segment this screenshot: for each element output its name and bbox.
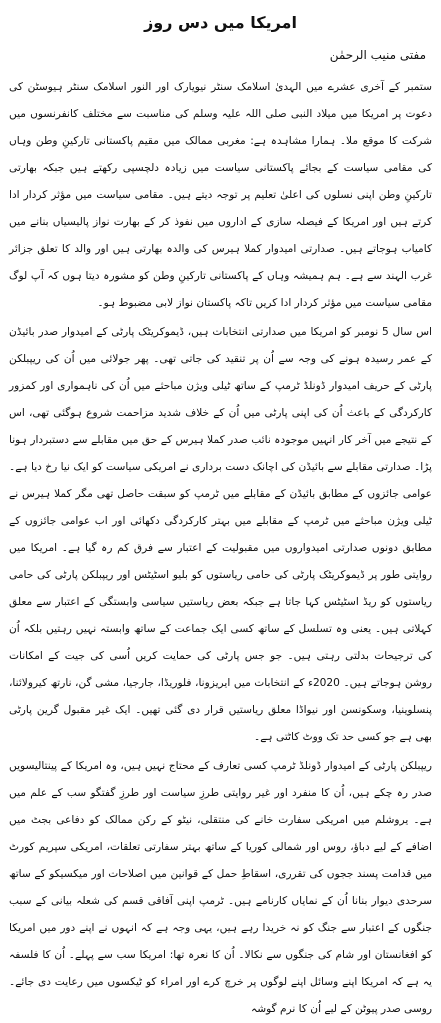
paragraph-2: اس سال 5 نومبر کو امریکا میں صدارتی انتخابات ہیں، ڈیموکریٹک پارٹی کے امیدوار صدر بائیڈن کے عمر رسیدہ ہونے کی وجہ سے اُن پر تنقید کی جاتی تھی۔ پھر جولائی میں اُن کی ریپبلکن پارٹی کے حریف امیدوار ڈونلڈ ٹرمپ کے ساتھ ٹیلی ویژن مباحثے میں اُن کی ناہمواری اور کمزور کارکردگی کے باعث اُن کی اپنی پارٹی میں اُن کے خلاف شدید مزاحمت شروع ہوگئی تھی، اس کے نتیجے میں آخر کار انہیں موجودہ نائب صدر کملا ہیرس کے حق میں مقابلے سے دستبردار ہونا پڑا۔ صدارتی مقابلے سے بائیڈن کی اچانک دست برداری نے امریکی سیاست کو ایک نیا رخ دیا ہے۔ عوامی جائزوں کے مطابق بائیڈن کے مقابلے میں ٹرمپ کو سبقت حاصل تھی مگر کملا ہیرس نے ٹیلی ویژن مباحثے میں ٹرمپ کے مقابلے میں بہتر کارکردگی دکھائی اور اب عوامی جائزوں کے مطابق دونوں صدارتی امیدواروں میں مقبولیت کے اعتبار سے فرق کم رہ گیا ہے۔ امریکا میں روایتی طور پر ڈیموکریٹک پارٹی کی حامی ریاستوں کو بلیو اسٹیٹس اور ریپبلکن پارٹی کی حامی ریاستوں کو ریڈ اسٹیٹس کہا جاتا ہے جبکہ بعض ریاستیں سیاسی وابستگی کے اعتبار سے معلق کہلاتی ہیں۔ یعنی وہ تسلسل کے ساتھ کسی ایک جماعت کے ساتھ وابستہ نہیں رہتیں بلکہ اُن کی ترجیحات بدلتی رہتی ہیں۔ جو جس پارٹی کی حمایت کریں اُسی کی جیت کے امکانات روشن ہوجاتے ہیں۔ 2020ء کے انتخابات میں ایریزونا، فلوریڈا، جارجیا، مشی گن، نارتھ کیرولائنا، پنسلوینیا، وسکونسن اور نیواڈا معلق ریاستیں قرار دی گئی تھیں۔ ایک غیر مقبول گرین پارٹی بھی ہے جو کسی حد تک ووٹ کاٹتی ہے۔ [9, 326, 433, 743]
paragraph-1: ستمبر کے آخری عشرے میں الہدیٰ اسلامک سنٹر نیویارک اور النور اسلامک سنٹر ہیوسٹن کی دعوت پر امریکا میں میلاد النبی صلی اللہ علیہ وسلم کی مناسبت سے مختلف کانفرنسوں میں شرکت کا موقع ملا۔ ہمارا مشاہدہ ہے: مغربی ممالک میں مقیم پاکستانی تارکینِ وطن وہاں کی مقامی سیاست کے بجائے پاکستانی سیاست میں زیادہ دلچسپی رکھتے ہیں جبکہ بھارتی تارکینِ وطن اپنی نسلوں کی اعلیٰ تعلیم پر توجہ دیتے ہیں۔ مقامی سیاست میں مؤثر کردار ادا کرتے ہیں اور امریکا کے فیصلہ سازی کے اداروں میں نفوذ کر کے بھارت نواز پالیسیاں بنانے میں کامیاب ہوجاتے ہیں۔ صدارتی امیدوار کملا ہیرس کی والدہ بھارتی ہیں اور والد کا تعلق جزائر غرب الہند سے ہے۔ ہم ہمیشہ وہاں کے پاکستانی تارکینِ وطن کو مشورہ دیتا ہوں کہ آپ لوگ مقامی سیاست میں مؤثر کردار ادا کریں تاکہ پاکستان نواز لابی مضبوط ہو۔ [9, 81, 432, 309]
article-title: امریکا میں دس روز [144, 13, 297, 32]
author-name: مفتی منیب الرحمٰن [329, 48, 426, 62]
paragraph-3: ریپبلکن پارٹی کے امیدوار ڈونلڈ ٹرمپ کسی تعارف کے محتاج نہیں ہیں، وہ امریکا کے پینتالیسویں صدر رہ چکے ہیں، اُن کا منفرد اور غیر روایتی طرزِ سیاست اور طرزِ گفتگو سب کے علم میں ہے۔ یروشلم میں امریکی سفارت خانے کی منتقلی، نیٹو کے رکن ممالک کو دفاعی بجٹ میں اضافے کے لیے دباؤ، روس اور شمالی کوریا کے ساتھ بہتر سفارتی تعلقات، امریکی سپریم کورٹ میں قدامت پسند ججوں کی تقرری، اسقاطِ حمل کے قوانین میں اصلاحات اور میکسیکو کے ساتھ سرحدی دیوار بنانا اُن کے نمایاں کارنامے ہیں۔ ٹرمپ اپنی آفاقی قسم کی شعلہ بیانی کے سبب جنگوں کے اعتبار سے جنگ کو نہ خریدا رہے ہیں، یہی وجہ ہے کہ انہوں نے اپنے دور میں امریکا کو افغانستان اور شام کی جنگوں سے نکالا۔ اُن کا نعرہ تھا: امریکا سب سے پہلے۔ اُن کا فلسفہ یہ ہے کہ امریکا اپنے وسائل اپنے لوگوں پر خرچ کرے اور امراء کو ٹیکسوں میں رعایت دی جائے۔ روسی صدر پیوٹن کے لیے اُن کا نرم گوشہ [9, 760, 432, 1015]
